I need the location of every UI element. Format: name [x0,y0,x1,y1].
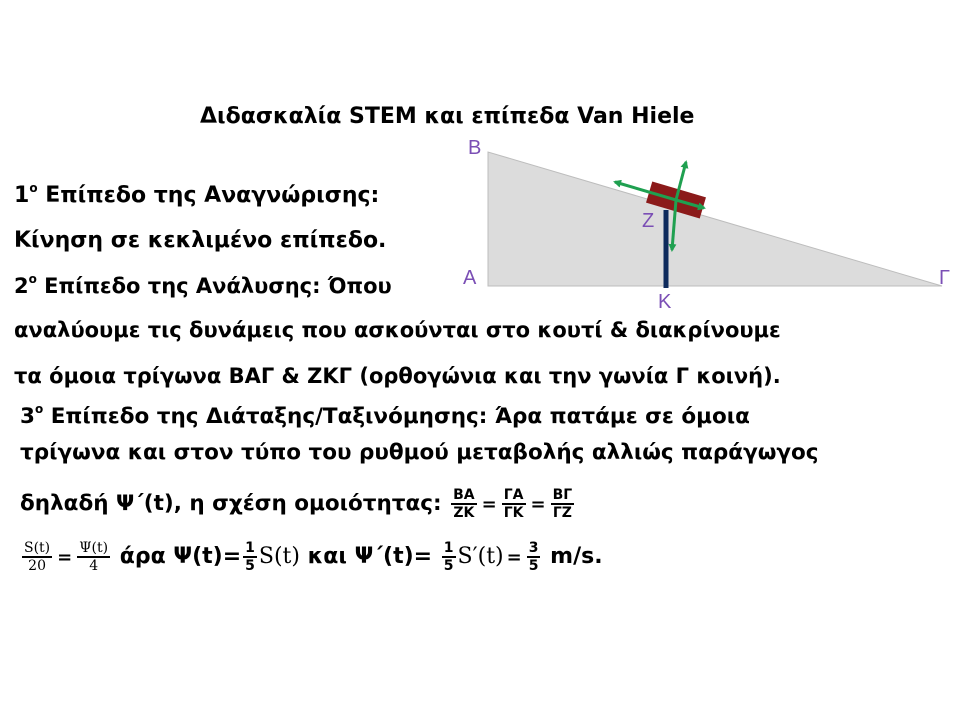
level3-line3-text: δηλαδή Ψ΄(t), η σχέση ομοιότητας: [20,491,442,516]
level3-line2: τρίγωνα και στον τύπο του ρυθμού μεταβολής αλλιώς παράγωγος [20,440,819,465]
label-z: Ζ [642,210,655,232]
fraction-denominator: 5 [245,558,255,574]
fraction-numerator: ΒΓ [552,487,573,503]
fraction-numerator: 1 [245,540,255,556]
s-prime-of-t: S′(t) [457,544,504,569]
fraction-numerator: Ψ(t) [79,540,109,556]
level3-ordinal: ο [34,402,44,416]
label-b: Β [468,137,482,159]
fraction-denominator: ΖΚ [453,505,475,521]
level1-text: Επίπεδο της Αναγνώρισης: [37,183,380,208]
psi-prime-expression: Ψ΄(t)= [354,544,433,569]
psi-expression: Ψ(t)= [173,544,242,569]
level3-number: 3 [20,404,35,429]
fraction-numerator: 1 [443,540,454,556]
fraction-denominator: 5 [528,558,539,574]
fraction-1-5 [243,540,257,574]
level2-heading [14,274,392,298]
fraction-numerator: ΓΑ [502,487,526,505]
fraction-denominator: 4 [89,558,99,574]
equals-sign: = [481,493,497,515]
fraction-numerator: S(t) [24,540,51,556]
fraction-ga-gk [502,487,526,521]
fraction-numerator: ΒΑ [453,487,475,503]
fraction-denominator: 20 [28,558,46,574]
level1-description: Κίνηση σε κεκλιμένο επίπεδο. [14,228,387,253]
level2-text: Επίπεδο της Ανάλυσης: Όπου [36,274,392,298]
fraction-ba-zk [451,487,477,521]
word-kai: και [307,544,347,569]
word-ara: άρα [119,544,166,569]
level3-heading [20,404,750,429]
label-a: Α [463,267,477,289]
fraction-bg-gz [551,487,575,521]
level2-number: 2 [14,274,29,298]
level1-heading [14,183,379,208]
fraction-denominator: 5 [443,558,454,574]
fraction-3-5 [527,540,541,574]
level1-ordinal: ο [29,181,38,195]
fraction-denominator: ΓΚ [503,505,524,521]
s-of-t: S(t) [258,544,300,569]
fraction-numerator: 3 [528,540,539,556]
label-g: Γ [939,267,951,289]
equals-sign: = [530,493,546,515]
page-title: Διδασκαλία STEM και επίπεδα Van Hiele [200,104,695,129]
fraction-st-20 [22,540,52,574]
level2-ordinal: ο [28,272,37,286]
fraction-denominator: ΓΖ [552,505,572,521]
unit-label: m/s. [550,544,603,569]
level1-number: 1 [14,183,30,208]
inclined-plane-diagram [450,130,955,310]
fraction-psi-4 [77,540,110,574]
level3-text: Επίπεδο της Διάταξης/Ταξινόμησης: Άρα πατάμε σε όμοια [43,404,750,429]
triangle-bag [488,152,942,286]
label-k: Κ [658,291,672,310]
equals-sign: = [506,546,522,568]
formula-line [20,540,603,574]
level2-line3: τα όμοια τρίγωνα ΒΑΓ & ΖΚΓ (ορθογώνια και την γωνία Γ κοινή). [14,364,781,388]
fraction-1-5-second [442,540,456,574]
equals-sign: = [57,546,73,568]
level3-line3 [20,487,576,521]
level2-line2: αναλύουμε τις δυνάμεις που ασκούνται στο κουτί & διακρίνουμε [14,318,781,342]
